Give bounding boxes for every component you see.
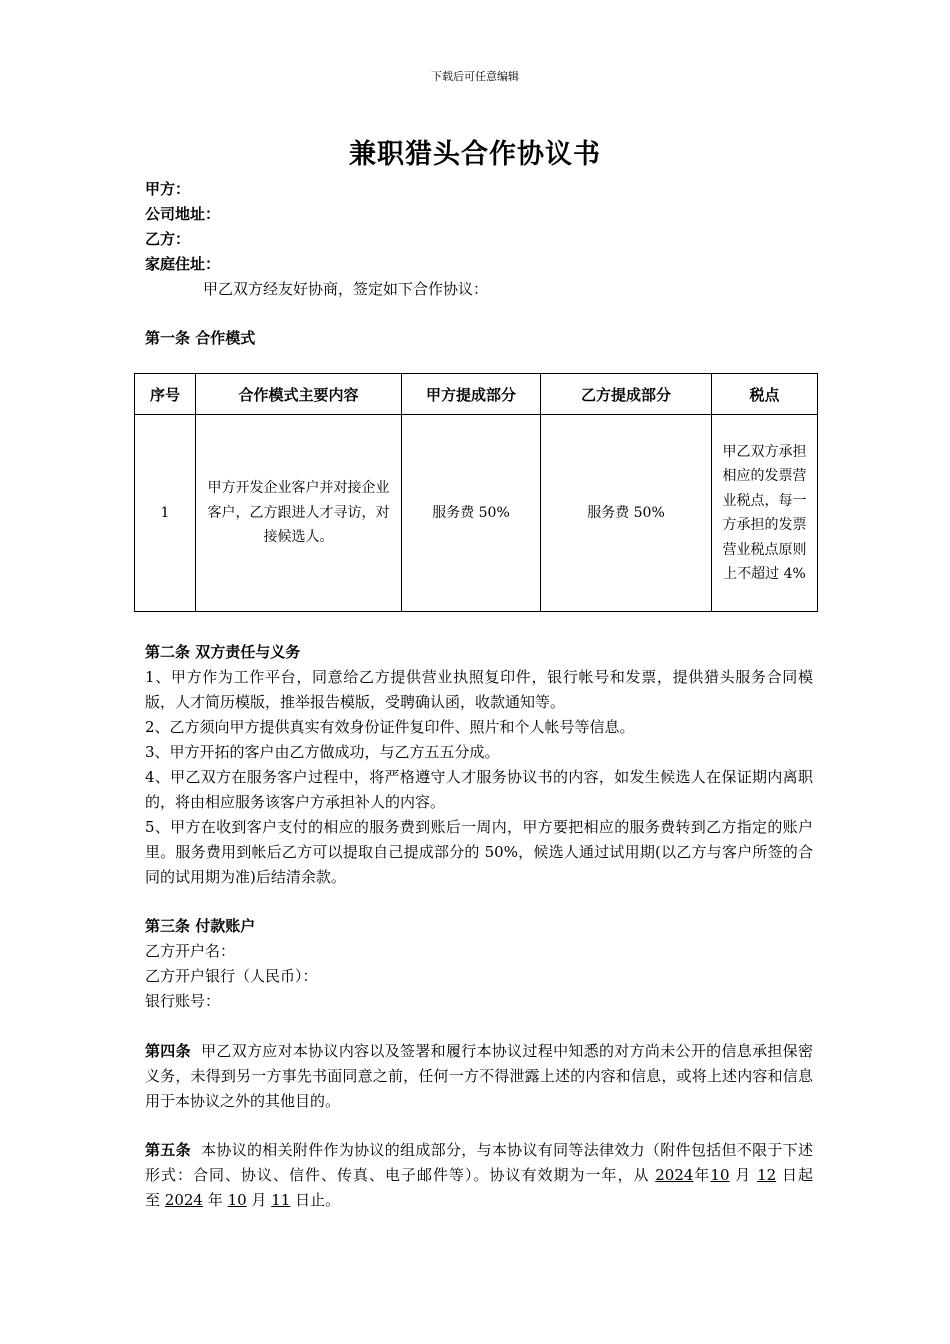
- account-name-label: 乙方开户名：: [145, 942, 236, 960]
- article-5: 第五条 本协议的相关附件作为协议的组成部分，与本协议有同等法律效力（附件包括但不限于下述形式：合同、协议、信件、传真、电子邮件等）。协议有效期为一年，从 2024年10 月 12 日起至 2024 年 10 月 11 日止。: [145, 1141, 813, 1209]
- list-item: 4、甲乙双方在服务客户过程中，将严格遵守人才服务协议书的内容，如发生候选人在保证期内离职的，将由相应服务该客户方承担补人的内容。: [145, 768, 813, 811]
- article-1-heading: 第一条 合作模式: [145, 329, 256, 347]
- article-5-text: 本协议的相关附件作为协议的组成部分，与本协议有同等法律效力（附件包括但不限于下述形式：合同、协议、信件、传真、电子邮件等）。协议有效期为一年，从: [145, 1141, 813, 1184]
- header-no: 序号: [135, 374, 196, 415]
- header-a-share: 甲方提成部分: [402, 374, 541, 415]
- document-title: 兼职猎头合作协议书: [349, 139, 601, 170]
- list-item: 1、甲方作为工作平台，同意给乙方提供营业执照复印件，银行帐号和发票，提供猎头服务合同模版，人才简历模版，推举报告模版，受聘确认函，收款通知等。: [145, 668, 813, 711]
- party-a-label: 甲方：: [145, 180, 191, 198]
- cell-b-share: 服务费 50%: [541, 415, 712, 612]
- cell-content: 甲方开发企业客户并对接企业客户，乙方跟进人才寻访，对接候选人。: [196, 415, 402, 612]
- start-day: 12: [757, 1166, 777, 1184]
- parties-block: [145, 177, 813, 302]
- list-item: 3、甲方开拓的客户由乙方做成功，与乙方五五分成。: [145, 743, 500, 761]
- home-address-label: 家庭住址：: [145, 255, 221, 273]
- end-month: 10: [227, 1191, 247, 1209]
- article-4-heading: 第四条: [145, 1042, 191, 1060]
- table-row: [135, 415, 818, 612]
- article-2-heading: 第二条 双方责任与义务: [145, 643, 301, 661]
- header-b-share: 乙方提成部分: [541, 374, 712, 415]
- list-item: 2、乙方须向甲方提供真实有效身份证件复印件、照片和个人帐号等信息。: [145, 718, 635, 736]
- end-year: 2024: [164, 1191, 203, 1209]
- article-4: [145, 1039, 813, 1114]
- article-3-heading: 第三条 付款账户: [145, 917, 256, 935]
- cell-no: 1: [135, 415, 196, 612]
- article-2: [145, 640, 813, 890]
- start-year: 2024: [655, 1166, 694, 1184]
- article-3: [145, 914, 813, 1014]
- account-number-label: 银行账号：: [145, 992, 221, 1010]
- header-note: 下载后可任意编辑: [431, 70, 519, 83]
- cell-tax: 甲乙双方承担相应的发票营业税点，每一方承担的发票营业税点原则上不超过 4%: [712, 415, 818, 612]
- list-item: 5、甲方在收到客户支付的相应的服务费到账后一周内，甲方要把相应的服务费转到乙方指定的账户里。服务费用到帐后乙方可以提取自己提成部分的 50%，候选人通过试用期(以乙方与客户所签的合同的试用期为准)后结清余款。: [145, 818, 813, 886]
- end-day: 11: [271, 1191, 291, 1209]
- party-b-label: 乙方：: [145, 230, 191, 248]
- bank-label: 乙方开户银行（人民币）：: [145, 967, 318, 985]
- company-address-label: 公司地址：: [145, 205, 221, 223]
- cell-a-share: 服务费 50%: [402, 415, 541, 612]
- header-tax: 税点: [712, 374, 818, 415]
- cooperation-mode-table: [134, 373, 818, 612]
- intro-text: 甲乙双方经友好协商，签定如下合作协议：: [203, 280, 489, 298]
- table-header-row: [135, 374, 818, 415]
- header-content: 合作模式主要内容: [196, 374, 402, 415]
- article-5-heading: 第五条: [145, 1141, 191, 1159]
- article-4-text: 甲乙双方应对本协议内容以及签署和履行本协议过程中知悉的对方尚未公开的信息承担保密义务，未得到另一方事先书面同意之前，任何一方不得泄露上述的内容和信息，或将上述内容和信息用于本协议之外的其他目的。: [145, 1042, 813, 1110]
- start-month: 10: [710, 1166, 730, 1184]
